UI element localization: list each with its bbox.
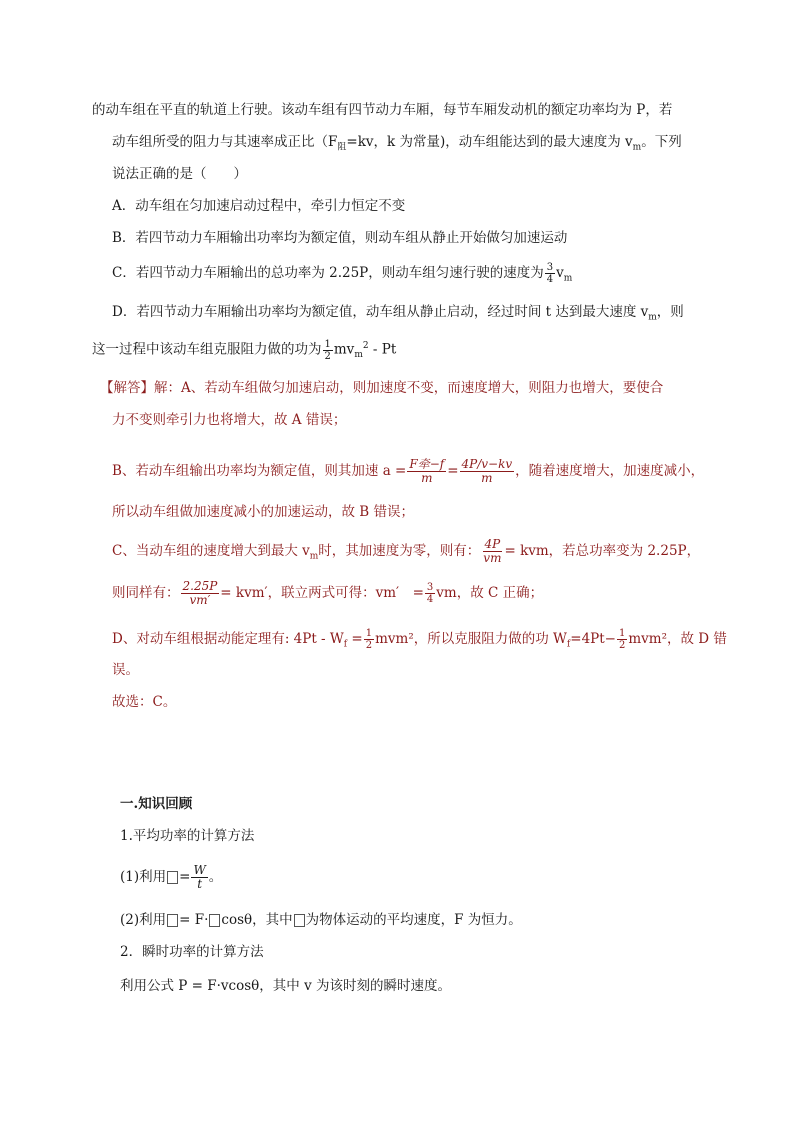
solution-c-line-2: 则同样有： $\frac{2.25P}{vm'}$ = kvm′，联立两式可得：vm′ = $\frac{3}{4}$ vm，故 C 正确； [112,579,544,607]
review-point-3: 利用公式 P = F·vcosθ，其中 v 为该时刻的瞬时速度。 [120,978,452,994]
solution-d-line-1: D、对动车组根据动能定理有: $4Pt - W_f$ = $\frac{1}{2}$ mvm²，所以克服阻力做的功 $W_f=4Pt-$ $\frac{1}{2}$ mvm²，故 D 错 [112,628,727,651]
review-heading-2: 2．瞬时功率的计算方法 [120,944,264,960]
review-title: 一.知识回顾 [120,796,193,812]
formula-placeholder-icon [294,914,305,927]
solution-b-line-1: B、若动车组输出功率均为额定值，则其加速 a = $\frac{\text{F牵−f}}{m}$ = $\frac{4P/v-kv}{m}$ ，随着速度增大，加速度减小， [112,457,705,485]
question-line-1: 的动车组在平直的轨道上行驶。该动车组有四节动力车厢，每节车厢发动机的额定功率均为 P，若 [92,102,673,118]
review-heading-1: 1.平均功率的计算方法 [120,828,255,844]
formula-placeholder-icon [167,914,178,927]
option-c: C．若四节动力车厢输出的总功率为 2.25P，则动车组匀速行驶的速度为 $\frac{3}{4}$ $v_m$ [112,262,573,285]
solution-a-line-1: 【解答】解：A、若动车组做匀加速启动，则加速度不变，而速度增大，则阻力也增大，要使合 [100,380,664,396]
review-point-1: (1)利用 = $\frac{W}{t}$ 。 [120,863,223,891]
option-d-line-1: D．若四节动力车厢输出功率均为额定值，动车组从静止启动，经过时间 t 达到最大速度 $v_m$，则 [112,304,684,323]
formula-placeholder-icon [209,914,220,927]
formula-placeholder-icon [167,871,178,884]
question-line-2: 动车组所受的阻力与其速率成正比（$F_阻=kv$，k 为常量)，动车组能达到的最大速度为 $v_m$。下列 [112,134,682,153]
solution-c-line-1: C、当动车组的速度增大到最大 $v_m$时，其加速度为零，则有： $\frac{4P}{vm}$ = kvm，若总功率变为 2.25P， [112,537,701,565]
review-point-2: (2)利用 = F· cosθ，其中 为物体运动的平均速度，F 为恒力。 [120,912,522,928]
answer: 故选：C。 [112,694,177,710]
solution-d-line-2: 误。 [112,662,139,678]
option-d-line-2: 这一过程中该动车组克服阻力做的功为 $\frac{1}{2}$ $mv_m^2$ - Pt [92,338,397,362]
question-line-3: 说法正确的是（ ） [112,166,247,182]
solution-a-line-2: 力不变则牵引力也将增大，故 A 错误； [112,412,347,428]
option-b: B．若四节动力车厢输出功率均为额定值，则动车组从静止开始做匀加速运动 [112,230,568,246]
option-a: A．动车组在匀加速启动过程中，牵引力恒定不变 [112,198,406,214]
solution-b-line-2: 所以动车组做加速度减小的加速运动，故 B 错误； [112,504,415,520]
